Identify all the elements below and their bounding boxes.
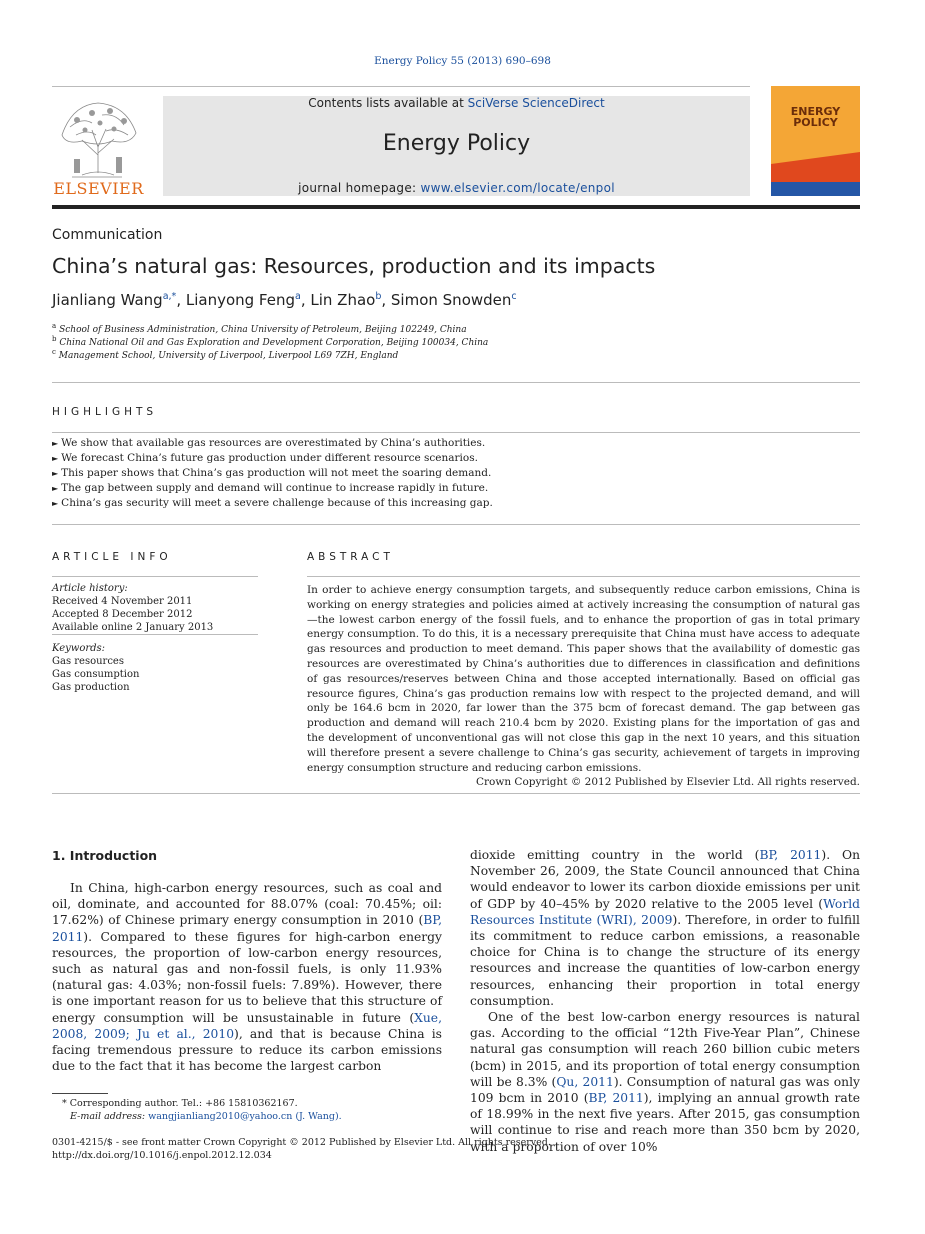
divider	[52, 382, 860, 383]
affiliation-key: a	[52, 322, 57, 330]
highlight-text: China’s gas security will meet a severe challenge because of this increasing gap.	[61, 497, 493, 509]
accepted-date: Accepted 8 December 2012	[52, 609, 193, 620]
affiliation-text: Management School, University of Liverpool, Liverpool L69 7ZH, England	[58, 351, 399, 361]
highlight-text: The gap between supply and demand will continue to increase rapidly in future.	[61, 482, 489, 494]
affiliation	[52, 322, 467, 335]
highlight-item	[52, 467, 491, 479]
citation-link[interactable]: BP, 2011	[759, 848, 822, 862]
text-run: One of the best low-carbon energy resources is natural gas. According to the official “12th Five-Year Plan”, Chinese natural gas consumption will reach 260 billion cubic meters (bcm) in 2015, and its proportion of total energy consumption will be 8.3% (	[470, 1010, 860, 1089]
bullet-triangle-icon: ►	[52, 454, 59, 463]
divider	[52, 576, 258, 577]
contents-prefix: Contents lists available at	[308, 96, 468, 110]
article-type: Communication	[52, 227, 163, 243]
journal-masthead	[163, 96, 750, 196]
highlight-item	[52, 452, 478, 464]
affiliation-text: China National Oil and Gas Exploration and Development Corporation, Beijing 100034, China	[59, 338, 489, 348]
homepage-line	[163, 181, 750, 195]
citation-link[interactable]: BP, 2011	[588, 1091, 644, 1106]
elsevier-logo[interactable]	[52, 95, 145, 199]
citation-link[interactable]: Xue, 2008, 2009; Ju et al., 2010	[52, 1010, 442, 1041]
author-separator: ,	[381, 291, 391, 309]
highlight-item	[52, 437, 485, 449]
author-affil-mark[interactable]: b	[375, 291, 382, 302]
author-name[interactable]: Lianyong Feng	[185, 291, 295, 309]
highlight-text: This paper shows that China’s gas production will not meet the soaring demand.	[61, 467, 492, 479]
cover-title-line1: ENERGY	[790, 105, 841, 118]
elsevier-wordmark: ELSEVIER	[53, 179, 144, 198]
email-link[interactable]: wangjianliang2010@yahoo.cn (J. Wang).	[148, 1111, 342, 1122]
doi-link[interactable]: http://dx.doi.org/10.1016/j.enpol.2012.12.034	[52, 1150, 272, 1161]
left-column	[52, 880, 442, 1074]
asterisk-mark: *	[62, 1098, 67, 1109]
article-title: China’s natural gas: Resources, production and its impacts	[52, 254, 656, 278]
bullet-triangle-icon: ►	[52, 499, 59, 508]
cover-title-line2: POLICY	[793, 116, 838, 129]
footnote-text: Corresponding author. Tel.: +86 15810362167.	[69, 1098, 298, 1109]
divider	[52, 793, 860, 794]
journal-title[interactable]: Energy Policy	[382, 131, 531, 156]
highlights-heading: HIGHLIGHTS	[52, 406, 158, 418]
keywords-label: Keywords:	[52, 643, 106, 654]
cover-image-icon	[771, 86, 860, 196]
paragraph	[52, 880, 442, 1074]
author-separator: ,	[176, 291, 186, 309]
author-separator: ,	[300, 291, 311, 309]
text-run: ), and that is because China is facing tremendous pressure to reduce its carbon emissions due to the fact that it has become the largest carbon	[52, 1026, 442, 1074]
highlight-item	[52, 497, 493, 509]
divider	[307, 576, 860, 577]
running-head[interactable]: Energy Policy 55 (2013) 690–698	[374, 55, 551, 67]
right-column	[470, 847, 860, 1155]
contents-line	[163, 96, 750, 110]
highlight-text: We show that available gas resources are overestimated by China’s authorities.	[61, 437, 486, 449]
bullet-triangle-icon: ►	[52, 484, 59, 493]
affiliation-text: School of Business Administration, China University of Petroleum, Beijing 102249, China	[59, 325, 467, 335]
affiliation-key: b	[52, 335, 57, 343]
copyright-line: Crown Copyright © 2012 Published by Elsevier Ltd. All rights reserved.	[475, 776, 860, 788]
article-info-heading: ARTICLE INFO	[52, 551, 172, 563]
affiliation	[52, 335, 488, 348]
corresponding-author-note	[62, 1098, 298, 1109]
divider	[52, 524, 860, 525]
text-run: ), implying an annual growth rate of 18.99% in the next five years. After 2015, gas consumption will continue to rise and reach more than 350 bcm by 2020, with a proportion of over 10%	[470, 1091, 860, 1154]
sciencedirect-link[interactable]: SciVerse ScienceDirect	[467, 96, 605, 110]
author-affil-mark[interactable]: a,*	[162, 291, 177, 302]
journal-cover[interactable]	[771, 86, 860, 196]
divider	[52, 634, 258, 635]
highlight-text: We forecast China’s future gas production under different resource scenarios.	[61, 452, 478, 464]
text-run: ). Therefore, in order to fulfill its commitment to reduce carbon emissions, a reasonable choice for China is to change the structure of its energy resources and increase the quantities of low-carbon energy resources, enhancing their proportion in total energy consumption.	[470, 912, 860, 1008]
email-label: E-mail address:	[70, 1111, 146, 1122]
author-list	[52, 291, 517, 309]
text-run: In China, high-carbon energy resources, such as coal and oil, dominate, and accounted for 88.07% (coal: 70.45%; oil: 17.62%) of Chinese primary energy consumption in 2010 (	[52, 881, 442, 928]
abstract-text: In order to achieve energy consumption targets, and subsequently reduce carbon emissions, China is working on energy strategies and policies aimed at actively increasing the consumption of natural gas—the lowest carbon energy of the fossil fuels, and to enhance the proportion of gas in total primary energy consumption. To do this, it is a necessary prerequisite that China must have access to adequate gas resources and production to meet demand. This paper shows that the availability of domestic gas resources are overestimated by China’s authorities due to differences in classification and definitions of gas resources/reserves between China and those accepted internationally. Based on official gas resource figures, China’s gas production remains low with respect to the projected demand, and will only be 164.6 bcm in 2020, far lower than the 375 bcm of forecast demand. The gap between gas production and demand will reach 210.4 bcm by 2020. Existing plans for the importation of gas and the development of unconventional gas will not close this gap in the next 10 years, and this situation will therefore present a severe challenge to China’s gas security, achievement of targets in improving energy consumption structure and reducing carbon emissions.	[307, 584, 860, 774]
keyword: Gas consumption	[52, 669, 140, 680]
section-heading: 1. Introduction	[52, 848, 158, 863]
header-divider	[52, 86, 750, 87]
paragraph	[470, 1009, 860, 1155]
footnote-rule	[52, 1093, 108, 1094]
available-date: Available online 2 January 2013	[52, 622, 214, 633]
affiliation-key: c	[52, 348, 56, 356]
citation-link[interactable]: World Resources Institute (WRI), 2009	[470, 896, 860, 927]
citation-link[interactable]: BP, 2011	[52, 913, 442, 944]
paragraph	[470, 847, 860, 1009]
text-run: ). Compared to these figures for high-carbon energy resources, the proportion of low-carbon energy resources, such as natural gas and non-fossil fuels, is only 11.93% (natural gas: 4.03%; non-fossil fuels: 7.89%). However, there is one important reason for us to believe that this structure of energy consumption will be unsustainable in future (	[52, 929, 442, 1025]
issn-line: 0301-4215/$ - see front matter Crown Copyright © 2012 Published by Elsevier Ltd. All rights reserved.	[52, 1137, 551, 1148]
email-note	[70, 1111, 342, 1122]
divider	[52, 432, 860, 433]
author-name[interactable]: Lin Zhao	[310, 291, 376, 309]
masthead-rule	[52, 205, 860, 209]
keyword: Gas resources	[52, 656, 124, 667]
text-run: ). On November 26, 2009, the State Council announced that China would endeavor to lower its carbon dioxide emissions per unit of GDP by 40–45% by 2020 relative to the 2005 level (	[470, 848, 861, 911]
highlight-item	[52, 482, 488, 494]
author-name[interactable]: Simon Snowden	[390, 291, 512, 309]
author-affil-mark[interactable]: c	[511, 291, 517, 302]
abstract-heading: ABSTRACT	[307, 551, 394, 563]
bullet-triangle-icon: ►	[52, 439, 59, 448]
affiliation	[52, 348, 398, 361]
author-affil-mark[interactable]: a	[295, 291, 301, 302]
homepage-prefix: journal homepage:	[298, 181, 421, 195]
homepage-link[interactable]: www.elsevier.com/locate/enpol	[420, 181, 615, 195]
text-run: ). Consumption of natural gas was only 109 bcm in 2010 (	[470, 1074, 860, 1106]
keyword: Gas production	[52, 682, 130, 693]
author-name[interactable]: Jianliang Wang	[52, 291, 163, 309]
bullet-triangle-icon: ►	[52, 469, 59, 478]
citation-link[interactable]: Qu, 2011	[556, 1074, 614, 1089]
text-run: dioxide emitting country in the world (	[470, 848, 760, 862]
article-history-label: Article history:	[52, 583, 128, 594]
received-date: Received 4 November 2011	[52, 596, 193, 607]
